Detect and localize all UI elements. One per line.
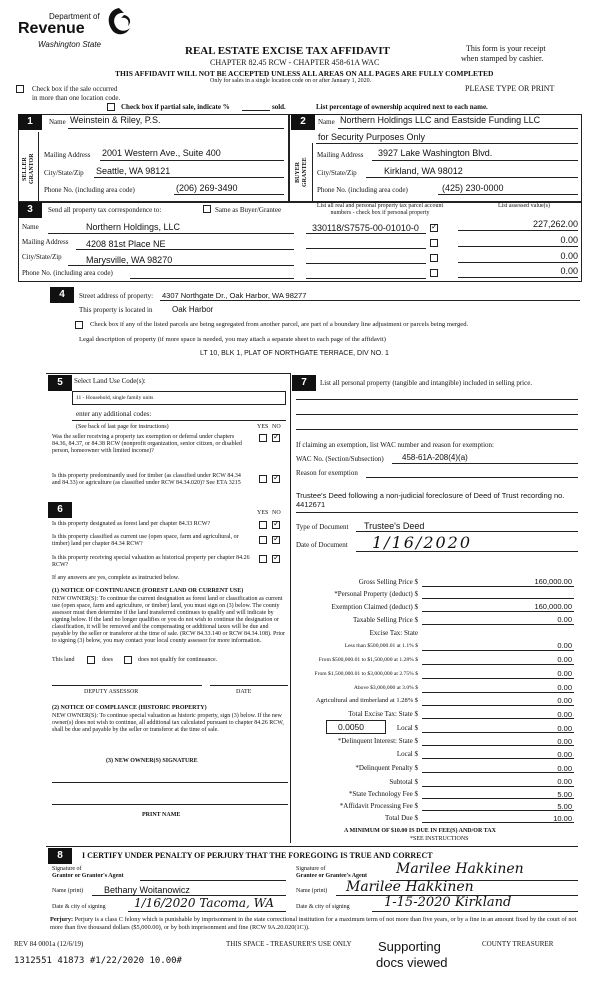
tax-value-local: 0.00 bbox=[557, 724, 572, 733]
grantor-sig-label-1: Signature of bbox=[52, 866, 82, 872]
notice1-title: (1) NOTICE OF CONTINUANCE (FOREST LAND OR CURRENT USE) bbox=[52, 588, 244, 594]
seller-city-label: City/State/Zip bbox=[44, 169, 84, 177]
tax-label-interest-state: *Delinquent Interest: State $ bbox=[337, 737, 418, 745]
parcel-personal-checkbox-4[interactable] bbox=[430, 269, 438, 277]
value-line-4 bbox=[458, 277, 578, 278]
tax-line-total-due bbox=[422, 822, 574, 823]
multi-location-label-2: in more than one location code. bbox=[32, 94, 121, 102]
rev-code: REV 84 0001a (12/6/19) bbox=[14, 940, 84, 948]
doc-type: Trustee's Deed bbox=[364, 521, 425, 531]
buyer-phone-label: Phone No. (including area code) bbox=[317, 186, 408, 194]
tax-line-personal bbox=[422, 598, 574, 599]
forest-yes-checkbox[interactable] bbox=[259, 521, 267, 529]
ownership-label: List percentage of ownership acquired next to each name. bbox=[316, 103, 488, 111]
multi-location-checkbox[interactable] bbox=[16, 85, 24, 93]
tax-line-tier3 bbox=[422, 678, 574, 679]
grantor-sig-label-2: Grantor or Grantor's Agent bbox=[52, 873, 124, 879]
exemption-claim-label: If claiming an exemption, list WAC number and reason for exemption: bbox=[296, 441, 494, 449]
timber-yes-checkbox[interactable] bbox=[259, 475, 267, 483]
seller-name-line bbox=[68, 128, 284, 129]
tax-line-penalty bbox=[422, 772, 574, 773]
personal-property-label: List all personal property (tangible and intangible) included in selling price. bbox=[320, 379, 533, 387]
exemption-no-checkbox[interactable] bbox=[272, 434, 280, 442]
land-use-code: 11 - Household, single family units bbox=[76, 395, 154, 401]
buyer-city-label: City/State/Zip bbox=[317, 169, 357, 177]
section-number-7: 7 bbox=[292, 375, 316, 391]
personal-property-line-3[interactable] bbox=[296, 429, 578, 430]
value-line-1 bbox=[458, 230, 578, 231]
assessed-header: List assessed value(s) bbox=[498, 203, 550, 209]
doc-date: 1/16/2020 bbox=[372, 533, 473, 552]
doc-date-line bbox=[356, 551, 578, 552]
parcel-personal-checkbox-1[interactable] bbox=[430, 224, 438, 232]
seller-phone: (206) 269-3490 bbox=[176, 183, 238, 193]
new-owner-signature-line[interactable] bbox=[52, 782, 288, 783]
county-treasurer: COUNTY TREASURER bbox=[482, 940, 554, 948]
perjury-notice bbox=[50, 916, 580, 932]
print-name-line[interactable] bbox=[52, 804, 288, 805]
parcel-value-1: 227,262.00 bbox=[532, 219, 578, 229]
grantor-date-city: 1/16/2020 Tacoma, WA bbox=[134, 896, 275, 910]
see-back-note: (See back of last page for instructions) bbox=[76, 424, 169, 430]
tax-value-interest-local: 0.00 bbox=[557, 750, 572, 759]
grantee-print-label: Name (print) bbox=[296, 888, 328, 894]
grantor-signature-line[interactable] bbox=[140, 880, 286, 881]
tax-value-tier3: 0.00 bbox=[557, 669, 572, 678]
tax-value-gross: 160,000.00 bbox=[534, 577, 572, 586]
treasurer-space: THIS SPACE - TREASURER'S USE ONLY bbox=[226, 940, 352, 948]
same-as-buyer-label: Same as Buyer/Grantee bbox=[215, 206, 282, 214]
tax-label-tier4: Above $3,000,000 at 3.0% $ bbox=[353, 685, 418, 691]
section-number-6: 6 bbox=[48, 502, 72, 518]
local-rate: 0.0050 bbox=[338, 722, 364, 732]
tax-label-exemption: Exemption Claimed (deduct) $ bbox=[331, 603, 418, 611]
buyer-name-label: Name bbox=[318, 118, 335, 126]
buyer-address: 3927 Lake Washington Blvd. bbox=[378, 148, 493, 158]
tax-label-tech-fee: *State Technology Fee $ bbox=[348, 790, 418, 798]
supporting-stamp-1: Supporting bbox=[378, 939, 441, 954]
seller-phone-line bbox=[174, 194, 284, 195]
street-address: 4307 Northgate Dr., Oak Harbor, WA 98277 bbox=[162, 291, 307, 300]
tax-line-taxable bbox=[422, 624, 574, 625]
seller-name-label: Name bbox=[49, 118, 66, 126]
doc-date-label: Date of Document bbox=[296, 541, 348, 549]
same-as-buyer-checkbox[interactable] bbox=[203, 205, 211, 213]
form-warning: THIS AFFIDAVIT WILL NOT BE ACCEPTED UNLESS ALL AREAS ON ALL PAGES ARE FULLY COMPLETED bbox=[115, 69, 494, 78]
street-label: Street address of property: bbox=[79, 292, 154, 300]
tax-line-agricultural bbox=[422, 705, 574, 706]
column-divider bbox=[290, 373, 291, 843]
additional-codes-field[interactable] bbox=[72, 420, 286, 421]
tax-label-interest-local: Local $ bbox=[396, 750, 418, 758]
tax-label-total-due: Total Due $ bbox=[385, 814, 418, 822]
current-use-yes-checkbox[interactable] bbox=[259, 536, 267, 544]
wac-line bbox=[392, 463, 578, 464]
timber-no-checkbox[interactable] bbox=[272, 475, 280, 483]
sold-label: sold. bbox=[272, 103, 286, 111]
assessor-date-label: DATE bbox=[236, 689, 252, 695]
additional-codes-label: enter any additional codes: bbox=[76, 410, 152, 418]
parcel-personal-checkbox-3[interactable] bbox=[430, 254, 438, 262]
receipt-stamp: 1312551 41873 #1/22/2020 10.00# bbox=[14, 956, 182, 966]
seller-city: Seattle, WA 98121 bbox=[96, 166, 171, 176]
segregated-label: Check box if any of the listed parcels are being segregated from another parcel, are part of a boundary line adjustment or parcels being merged. bbox=[90, 321, 469, 328]
tax-label-taxable: Taxable Selling Price $ bbox=[352, 616, 418, 624]
buyer-name-line-2 bbox=[316, 143, 578, 144]
minimum-note: A MINIMUM OF $10.00 IS DUE IN FEE(S) AND/OR TAX bbox=[344, 828, 496, 834]
this-land-label: This land bbox=[52, 657, 75, 663]
tax-label-gross: Gross Selling Price $ bbox=[358, 578, 418, 586]
doc-type-line bbox=[356, 531, 578, 532]
if-yes-note: If any answers are yes, complete as instructed below. bbox=[52, 575, 180, 581]
current-use-no-checkbox[interactable] bbox=[272, 536, 280, 544]
new-owner-signature-label: (3) NEW OWNER(S) SIGNATURE bbox=[106, 758, 198, 764]
tax-line-gross bbox=[422, 586, 574, 587]
tax-label-subtotal: Subtotal $ bbox=[389, 778, 418, 786]
section-number-1: 1 bbox=[18, 114, 42, 130]
parcel-line-2 bbox=[306, 248, 426, 249]
seller-side-label: SELLER GRANTOR bbox=[22, 153, 35, 185]
parcel-value-3: 0.00 bbox=[560, 251, 578, 261]
certify-statement: I CERTIFY UNDER PENALTY OF PERJURY THAT THE FOREGOING IS TRUE AND CORRECT bbox=[82, 851, 433, 860]
grantee-date-city: 1-15-2020 Kirkland bbox=[384, 895, 512, 910]
section8-top-rule bbox=[46, 846, 578, 847]
doc-type-label: Type of Document bbox=[296, 523, 349, 531]
dept-name: Revenue bbox=[18, 20, 85, 37]
buyer-address-line bbox=[372, 160, 578, 161]
parcel-personal-checkbox-2[interactable] bbox=[430, 239, 438, 247]
forest-no-checkbox[interactable] bbox=[272, 521, 280, 529]
exemption-yes-checkbox[interactable] bbox=[259, 434, 267, 442]
buyer-side-label: BUYER GRANTEE bbox=[295, 157, 308, 187]
tax-label-tier1: Less than $500,000.01 at 1.1% $ bbox=[344, 643, 418, 649]
tax-line-tier1 bbox=[422, 650, 574, 651]
corr-name: Northern Holdings, LLC bbox=[86, 222, 181, 232]
corr-address-line bbox=[76, 249, 294, 250]
tax-value-interest-state: 0.00 bbox=[557, 737, 572, 746]
tax-value-total-state: 0.00 bbox=[557, 710, 572, 719]
corr-name-line bbox=[48, 233, 294, 234]
tax-line-total-state bbox=[422, 718, 574, 719]
tax-value-agricultural: 0.00 bbox=[557, 696, 572, 705]
parcel-line-3 bbox=[306, 263, 426, 264]
send-correspondence-label: Send all property tax correspondence to: bbox=[48, 206, 162, 214]
parcel-value-4: 0.00 bbox=[560, 266, 578, 276]
tax-label-agricultural: Agricultural and timberland at 1.28% $ bbox=[315, 697, 418, 704]
yes-header-5: YES bbox=[257, 424, 269, 430]
seller-address: 2001 Western Ave., Suite 400 bbox=[102, 148, 221, 158]
corr-city-label: City/State/Zip bbox=[22, 253, 62, 261]
tax-value-total-due: 10.00 bbox=[553, 814, 572, 823]
buyer-city: Kirkland, WA 98012 bbox=[384, 166, 463, 176]
historic-yes-checkbox[interactable] bbox=[259, 555, 267, 563]
seller-address-line bbox=[100, 160, 284, 161]
single-location-note: Only for sales in a single location code on or after January 1, 2020. bbox=[210, 78, 372, 84]
seller-city-line bbox=[94, 177, 284, 178]
exemption-reason: Trustee's Deed following a non-judicial foreclosure of Deed of Trust recording no. 4412671 bbox=[296, 491, 565, 509]
tax-label-processing-fee: *Affidavit Processing Fee $ bbox=[339, 802, 418, 810]
buyer-city-line bbox=[366, 177, 578, 178]
corr-phone-label: Phone No. (including area code) bbox=[22, 269, 113, 277]
yes-header-6: YES bbox=[257, 510, 269, 516]
buyer-name-line-1 bbox=[338, 128, 578, 129]
historic-no-checkbox[interactable] bbox=[272, 555, 280, 563]
legal-description: LT 10, BLK 1, PLAT OF NORTHGATE TERRACE, DIV NO. 1 bbox=[200, 350, 389, 357]
buyer-phone: (425) 230-0000 bbox=[442, 183, 504, 193]
tax-value-tier2: 0.00 bbox=[557, 655, 572, 664]
buyer-name-2: for Security Purposes Only bbox=[318, 132, 426, 142]
section-number-3: 3 bbox=[18, 202, 42, 218]
dept-label: Department of bbox=[49, 12, 100, 21]
buyer-phone-line bbox=[438, 194, 578, 195]
no-header-6: NO bbox=[272, 510, 281, 516]
corr-address: 4208 81st Place NE bbox=[86, 239, 166, 249]
wac-number: 458-61A-208(4)(a) bbox=[402, 453, 468, 462]
grantor-date-line bbox=[128, 911, 286, 912]
section-number-4: 4 bbox=[50, 287, 74, 303]
corr-name-label: Name bbox=[22, 223, 39, 231]
notice2-title: (2) NOTICE OF COMPLIANCE (HISTORIC PROPERTY) bbox=[52, 705, 207, 711]
wac-label: WAC No. (Section/Subsection) bbox=[296, 455, 384, 463]
form-title: REAL ESTATE EXCISE TAX AFFIDAVIT bbox=[185, 45, 390, 57]
seller-name: Weinstein & Riley, P.S. bbox=[70, 115, 161, 125]
tax-line-processing-fee bbox=[422, 810, 574, 811]
buyer-name-1: Northern Holdings LLC and Eastside Funding LLC bbox=[340, 115, 541, 125]
tax-value-tech-fee: 5.00 bbox=[557, 790, 572, 799]
tax-value-subtotal: 0.00 bbox=[557, 777, 572, 786]
does-not-qualify-checkbox[interactable] bbox=[124, 656, 132, 664]
supporting-stamp-2: docs viewed bbox=[376, 955, 448, 970]
notice2-body: NEW OWNER(S): To continue special valuation as historic property, sign (3) below. If the new owner(s) does not wish to continue, all additional tax calculated pursuant to chapter 84.26 RCW, shall be due and payable by the seller or transferor at the time of sale. bbox=[52, 713, 284, 733]
swirl-logo-icon bbox=[104, 6, 134, 40]
multi-location-label-1: Check box if the sale occurred bbox=[32, 85, 118, 93]
personal-property-line-1[interactable] bbox=[296, 399, 578, 400]
located-city: Oak Harbor bbox=[172, 305, 214, 314]
tax-line-local bbox=[422, 732, 574, 733]
parcel-value-2: 0.00 bbox=[560, 235, 578, 245]
partial-sale-field[interactable] bbox=[242, 110, 270, 111]
reason-label: Reason for exemption bbox=[296, 469, 358, 477]
deputy-assessor-line[interactable] bbox=[52, 685, 202, 686]
form-subtitle: CHAPTER 82.45 RCW - CHAPTER 458-61A WAC bbox=[210, 58, 380, 67]
grantor-print-label: Name (print) bbox=[52, 888, 84, 894]
current-use-question: Is this property classified as current use (open space, farm and agricultural, or timber) land per chapter 84.34 RCW? bbox=[52, 534, 239, 547]
see-instructions: *SEE INSTRUCTIONS bbox=[410, 836, 469, 842]
tax-label-excise-state: Excise Tax: State bbox=[369, 629, 418, 637]
corr-address-label: Mailing Address bbox=[22, 238, 69, 246]
reason-line bbox=[366, 477, 578, 478]
parcel-line-1 bbox=[306, 233, 426, 234]
parcel-header: List all real and personal property tax parcel account numbers - check box if personal property bbox=[316, 203, 444, 216]
tax-label-local: Local $ bbox=[396, 724, 418, 732]
tax-line-tech-fee bbox=[422, 798, 574, 799]
corr-phone-line bbox=[130, 278, 294, 279]
does-qualify-checkbox[interactable] bbox=[87, 656, 95, 664]
deputy-assessor-label: DEPUTY ASSESSOR bbox=[84, 689, 139, 695]
parcel-line-4 bbox=[306, 278, 426, 279]
tax-line-tier2 bbox=[422, 664, 574, 665]
buyer-side-divider bbox=[312, 143, 313, 202]
exemption-question: Was the seller receiving a property tax exemption or deferral under chapters 84.36, 84.37, or 84.38 RCW (nonprofit organization, senior citizen, or disabled person, homeowner with limited income)? bbox=[52, 434, 242, 454]
grantee-signature: Marilee Hakkinen bbox=[396, 861, 524, 877]
tax-value-tier4: 0.00 bbox=[557, 683, 572, 692]
grantee-date-line bbox=[372, 911, 578, 912]
segregated-checkbox[interactable] bbox=[75, 321, 83, 329]
tax-value-taxable: 0.00 bbox=[557, 615, 572, 624]
print-name-label: PRINT NAME bbox=[142, 812, 181, 818]
partial-sale-label: Check box if partial sale, indicate % bbox=[121, 103, 230, 111]
receipt-note-2: when stamped by cashier. bbox=[461, 54, 544, 63]
land-use-label: Select Land Use Code(s): bbox=[74, 377, 146, 385]
street-line bbox=[160, 300, 580, 301]
section-number-5: 5 bbox=[48, 375, 72, 391]
tax-label-total-state: Total Excise Tax: State $ bbox=[348, 710, 418, 718]
tax-line-tier4 bbox=[422, 692, 574, 693]
legal-label: Legal description of property (if more space is needed, you may attach a separate sheet to each page of the affidavit) bbox=[79, 336, 386, 343]
located-label: This property is located in bbox=[79, 306, 153, 314]
grantee-print-name: Marilee Hakkinen bbox=[346, 879, 474, 895]
does-not-label: does not qualify for continuance. bbox=[138, 657, 218, 663]
grantor-print-name: Bethany Woitanowicz bbox=[104, 885, 190, 895]
perjury-label: Perjury: bbox=[50, 916, 74, 923]
corr-city-line bbox=[68, 265, 294, 266]
grantee-sig-label-1: Signature of bbox=[296, 866, 326, 872]
corr-city: Marysville, WA 98270 bbox=[86, 255, 173, 265]
tax-label-tier2: From $500,000.01 to $1,500,000 at 1.28% $ bbox=[318, 657, 418, 663]
forest-question: Is this property designated as forest land per chapter 84.33 RCW? bbox=[52, 521, 211, 527]
seller-phone-label: Phone No. (including area code) bbox=[44, 186, 135, 194]
perjury-text: Perjury is a class C felony which is punishable by imprisonment in the state correctional institution for a maximum term of not more than five years, or by a fine in an amount fixed by the court of not more than five thousand dollars ($5,000.00), or by both imprisonment and fine (RCW 9A.20.020(1C)). bbox=[50, 916, 577, 931]
seller-side-divider bbox=[38, 132, 39, 202]
historic-question: Is this property receiving special valuation as historical property per chapter 84.26 RCW? bbox=[52, 555, 250, 568]
parcel-account-1: 330118/S7575-00-01010-0 bbox=[312, 223, 419, 233]
grantee-sig-label-2: Grantee or Grantee's Agent bbox=[296, 873, 368, 879]
timber-question: Is this property predominantly used for timber (as classified under RCW 84.34 and 84.33) or agriculture (as classified under RCW 84.34.020)? See ETA 3215 bbox=[52, 473, 241, 486]
tax-label-penalty: *Delinquent Penalty $ bbox=[355, 764, 418, 772]
does-label: does bbox=[102, 657, 113, 663]
tax-line-interest-state bbox=[422, 745, 574, 746]
tax-label-tier3: From $1,500,000.01 to $3,000,000 at 2.75% $ bbox=[314, 671, 418, 677]
tax-line-exemption bbox=[422, 611, 574, 612]
tax-value-tier1: 0.00 bbox=[557, 641, 572, 650]
tax-value-processing-fee: 5.00 bbox=[557, 802, 572, 811]
assessor-date-line[interactable] bbox=[210, 685, 288, 686]
dept-state: Washington State bbox=[38, 40, 102, 49]
tax-line-subtotal bbox=[422, 786, 574, 787]
section-number-2: 2 bbox=[291, 114, 315, 130]
seller-address-label: Mailing Address bbox=[44, 151, 91, 159]
partial-sale-checkbox[interactable] bbox=[107, 103, 115, 111]
personal-property-line-2[interactable] bbox=[296, 414, 578, 415]
dor-logo bbox=[14, 10, 134, 70]
no-header-5: NO bbox=[272, 424, 281, 430]
tax-label-personal: *Personal Property (deduct) $ bbox=[334, 590, 418, 598]
buyer-address-label: Mailing Address bbox=[317, 151, 364, 159]
tax-line-interest-local bbox=[422, 758, 574, 759]
grantor-date-label: Date & city of signing bbox=[52, 904, 106, 910]
receipt-note-1: This form is your receipt bbox=[466, 44, 546, 53]
section-number-8: 8 bbox=[48, 848, 72, 864]
reason-line-2 bbox=[296, 512, 578, 513]
print-note: PLEASE TYPE OR PRINT bbox=[465, 84, 555, 93]
grantee-date-label: Date & city of signing bbox=[296, 904, 350, 910]
value-line-3 bbox=[458, 262, 578, 263]
tax-value-penalty: 0.00 bbox=[557, 764, 572, 773]
tax-value-exemption: 160,000.00 bbox=[534, 602, 572, 611]
value-line-2 bbox=[458, 246, 578, 247]
notice1-body: NEW OWNER(S): To continue the current designation as forest land or classification as current use (open space, farm and agriculture, or timber) land, you must sign on (3) below. The county assessor must then determine if the land transferred continues to qualify and will indicate by signing below. If the land no longer qualifies or you do not wish to continue the designation or classification, it will be removed and the compensating or additional taxes will be due and payable by the seller or transferor at the time of sale. (RCW 84.33.140 or RCW 84.34.108). Prior to signing (3) below, you may contact your local county assessor for more information. bbox=[52, 596, 286, 644]
